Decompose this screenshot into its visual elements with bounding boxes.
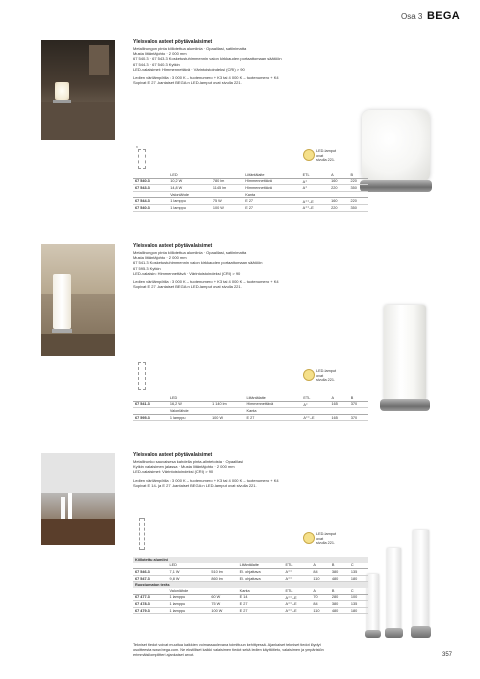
product-1-spec-table: LED Liitäntälaite ETL A B 67 540.3 10,2 W 780 lm Himmennettävä A⁺ 160 220 67 543.3 14,8 W 1145 lm Himmennettävä A⁺ 220 350 Valonlähde Kanta 67 544.3 1 lamppu 75 W E 27 A⁺⁺–E 160 220 67 540.3 1 lamppu 100 W E 27 A⁺⁺–E 220 350 [133,172,368,212]
product-2-description: Metallirungon pinta kiillotettua alumiinia · Opaalilasi, satiinimatta Musta liitäntäjohto · 2 000 mm 67 541.3 Kosketustuhimmennin vaion kirkkauden portaattomaan säätöön 67 595.3 Kytkin LED-valaisin: Himmennettävä · Värintoistoindeksi (CRI) > 90 Ledien värilämpötila : 3 000 K – tuotenumero + K3 tai 4 000 K – tuotenumero + K4 Sopivat E 27 -kantaiset BEGA:n LED-lamput ovat sivulla 221. [133,250,279,290]
led-bulb-icon [303,532,315,544]
footer-note: Tekniset tiedot voivat muuttua kaikkien voimassaolevana toimittuun kehittyessä. Ajankaiset tekniset tiedot löydyt osoitteesta www.bega.com. Ne ekstilliset kaikki valaisimen tiedot sekä ledien käyttötieto, valaisimen ja ympäristön erimmäisilomplitteri ajankaiset arvot. [133,643,324,657]
led-bulb-icon [303,369,315,381]
table-row: 67 541.3 16,2 W 1 140 lm Himmennettävä A⁺ 165 370 [133,401,368,408]
product-2-dimension-drawing [138,362,146,390]
table-section-title: Kiillotettu alumiini [133,557,368,563]
table-row: 67 540.3 1 lamppu 100 W E 27 A⁺⁺–E 220 350 [133,204,368,211]
product-2-led-note: LED-lamput ovat sivulla 221. [316,369,337,383]
product-1-description: Metallirungon pinta kiillotettua alumiinia · Opaalilasi, satiinimatta Musta liitäntäjohto · 2 000 mm 67 540.3 · 67 543.3 Kosketustuhimmennin vaion kirkkauden portaattomaan säätöön 67 544.3 · 67 540.3 Kytkin LED-valaisimet: Himmennettävä · Värintoistoindeksi (CRI) > 90 Ledien värilämpötila : 3 000 K – tuotenumero + K3 tai 4 000 K – tuotenumero + K4 Sopivat E 27 -kantaiset BEGA:n LED-lamput ovat sivulla 221. [133,46,282,86]
product-1-lamp-image [356,110,436,195]
table-row: 67 546.3 7,1 W 510 lm El. ohjattava A⁺⁺ 84 380 135 [133,569,368,576]
table-row: 67 547.3 9,8 W 860 lm El. ohjattava A⁺⁺ 110 480 180 [133,575,368,582]
product-1-led-note: LED-lamput ovat sivulla 221. [316,149,337,163]
product-2-title: Yleisvalos asteet pöytävalaisimet [133,243,213,249]
led-bulb-icon [303,149,315,161]
product-3-dimension-drawing [139,518,145,550]
table-row: 67 540.3 10,2 W 780 lm Himmennettävä A⁺ 160 220 [133,178,368,185]
product-3-spec-table: Kiillotettu alumiini LED Liitäntälaite ETL A B C 67 546.3 7,1 W 510 lm El. ohjattava A⁺⁺ 84 380 135 67 547.3 9,8 W 860 lm El. ohjattava A⁺⁺ 110 480 180 Ruostumaton teräs Valonlähde Kanta ETL A B C 67 477.3 1 lamppu 60 W E 14 A⁺⁺–E 70 280 100 67 478.3 1 lamppu 75 W E 27 A⁺⁺–E 84 380 135 67 479.3 1 lamppu 100 W E 27 A⁺⁺–E 110 480 180 [133,557,368,614]
product-2-photo [41,244,115,356]
product-3-lamp-image [365,530,445,642]
product-2-lamp-image [378,305,432,415]
table-row: 67 543.3 14,8 W 1145 lm Himmennettävä A⁺ 220 350 [133,185,368,192]
table-row: 67 544.3 1 lamppu 75 W E 27 A⁺⁺–E 160 220 [133,198,368,205]
product-1-title: Yleisvalos asteet pöytävalaisimet [133,39,213,45]
product-3-photo [41,453,115,545]
product-3-title: Yleisvalos asteet pöytävalaisimet [133,452,213,458]
table-row: 67 477.3 1 lamppu 60 W E 14 A⁺⁺–E 70 280 100 [133,594,368,601]
table-row: 67 595.3 1 lamppu 100 W E 27 A⁺⁺–E 165 370 [133,414,368,421]
brand-logo: BEGA [427,10,460,22]
product-1-dimension-drawing [138,149,146,169]
table-section-title: Ruostumaton teräs [133,582,368,588]
product-1-photo [41,40,115,140]
product-3-led-note: LED-lamput ovat sivulla 221. [316,532,337,546]
table-row: 67 479.3 1 lamppu 100 W E 27 A⁺⁺–E 110 480 180 [133,607,368,614]
product-2-spec-table: LED Liitäntälaite ETL A B 67 541.3 16,2 W 1 140 lm Himmennettävä A⁺ 165 370 Valonlähde Kanta 67 595.3 1 lamppu 100 W E 27 A⁺⁺–E 165 370 [133,395,368,421]
product-3-description: Metallirunko sauvaisesa kahdella pinta-alintetoista · Opaalilasi Kytkin valaisimen jalassa · Musta liitäntäjohto · 2 000 mm LED-valaisimet: Värintoistoindeksi (CRI) > 90 Ledien värilämpötila : 3 000 K – tuotenumero + K3 tai 4 000 K – tuotenumero + K4 Sopivat E 14- ja E 27 -kantaiset BEGA:n LED-lamput ovat sivulla 221. [133,459,279,488]
table-row: 67 478.3 1 lamppu 75 W E 27 A⁺⁺–E 84 380 135 [133,601,368,608]
section-label: Osa 3 [401,12,423,21]
page-number: 357 [442,652,453,658]
